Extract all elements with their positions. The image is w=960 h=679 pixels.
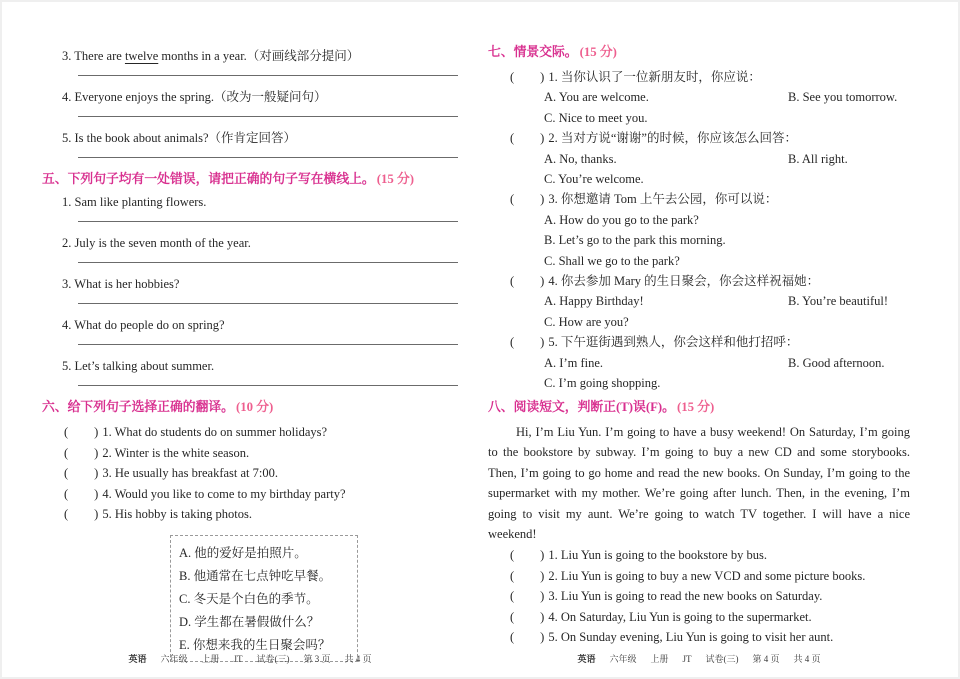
close-paren: ) (540, 609, 545, 624)
page-4 (488, 44, 910, 648)
option-row (544, 291, 910, 311)
question-stem: 4. 你去参加 Mary 的生日聚会，你会这样祝福她： (548, 274, 820, 289)
footer-paper: 试卷(三) (705, 654, 739, 664)
close-paren: ) (540, 274, 545, 289)
section-6-title: 六、给下列句子选择正确的翻译。 (42, 400, 234, 414)
situational-q1 (510, 67, 910, 87)
underlined-word: twelve (124, 49, 159, 63)
situational-q4 (510, 271, 910, 291)
correction-item-5 (42, 358, 458, 386)
item-text: 3. He usually has breakfast at 7:00. (102, 466, 278, 480)
rewrite-item-4 (42, 89, 458, 117)
option-a: A. You are welcome. (544, 90, 649, 105)
footer-volume: 上册 (650, 654, 669, 664)
item-text: 2. Liu Yun is going to buy a new VCD and some picture books. (548, 568, 866, 583)
footer-grade: 六年级 (160, 654, 188, 664)
option-a: A. How do you go to the park? (544, 212, 699, 227)
open-paren: ( (510, 548, 515, 563)
option-row (544, 169, 910, 189)
section-6-score: (10 分) (235, 400, 274, 414)
question-text (62, 130, 458, 146)
option-row (544, 353, 910, 373)
situational-q2 (510, 128, 910, 148)
page-3 (42, 48, 458, 662)
question-stem: 5. 下午逛街遇到熟人，你会这样和他打招呼： (548, 335, 799, 350)
close-paren: ) (540, 548, 545, 563)
reading-passage: Hi, I’m Liu Yun. I’m going to have a busy weekend! On Saturday, I’m going to the bookstore by subway. I’m going to buy a new CD and some storybooks. Then, I’m going to go home and read the new books. On Sunday, I’m going to the supermarket with my mother. We’re going after lunch. Then, in the evening, I’m going to visit my aunt. We’re going to watch TV together. I will have a nice weekend! (488, 424, 910, 542)
tf-item-4 (510, 607, 910, 628)
question-stem: 2. 当对方说“谢谢”的时候，你应该怎么回答： (548, 131, 797, 146)
close-paren: ) (94, 486, 99, 501)
box-option-d: D. 学生都在暑假做什么？ (179, 614, 320, 629)
item-text: 2. Winter is the white season. (102, 445, 250, 460)
tf-item-5 (510, 627, 910, 648)
question-text: 4. What do people do on spring? (62, 318, 225, 332)
correction-item-1 (42, 194, 458, 222)
footer-page-number: 第 4 页 (752, 654, 780, 664)
close-paren: ) (540, 630, 545, 645)
footer-volume: 上册 (201, 654, 220, 664)
open-paren: ( (510, 70, 515, 84)
section-5-title: 五、下列句子均有一处错误，请把正确的句子写在横线上。 (42, 172, 375, 186)
open-paren: ( (64, 425, 69, 439)
section-7-score: (15 分) (579, 45, 617, 59)
question-stem: 1. 当你认识了一位新朋友时，你应说： (548, 70, 761, 84)
options-box (170, 535, 358, 662)
open-paren: ( (510, 609, 515, 624)
option-b: B. You’re beautiful! (788, 294, 888, 309)
answer-line (78, 384, 458, 386)
box-option-b: B. 他通常在七点钟吃早餐。 (179, 568, 332, 583)
section-8-score: (15 分) (676, 399, 715, 414)
question-text: 5. Let’s talking about summer. (62, 359, 215, 373)
tf-item-1 (510, 545, 910, 566)
item-text: 4. On Saturday, Liu Yun is going to the supermarket. (548, 609, 812, 624)
open-paren: ( (510, 192, 515, 207)
rewrite-item-3 (42, 48, 458, 76)
question-text (62, 89, 458, 105)
open-paren: ( (64, 507, 69, 521)
translation-item-4 (64, 484, 458, 505)
footer-grade: 六年级 (609, 654, 637, 664)
open-paren: ( (510, 630, 515, 645)
open-paren: ( (64, 486, 69, 501)
close-paren: ) (94, 425, 99, 439)
correction-item-3 (42, 276, 458, 304)
translation-item-5 (64, 504, 458, 525)
item-text: 4. Would you like to come to my birthday party? (102, 486, 346, 501)
close-paren: ) (94, 466, 99, 480)
translation-item-2 (64, 443, 458, 464)
open-paren: ( (510, 568, 515, 583)
box-option-e: E. 你想来我的生日聚会吗？ (179, 637, 331, 652)
footer-edition: JT (682, 654, 692, 664)
text-pre: 4. Everyone enjoys the spring.（改为一般疑问句） (62, 90, 327, 104)
answer-line (78, 115, 458, 117)
answer-line (78, 343, 458, 345)
close-paren: ) (540, 589, 545, 604)
section-5-heading (42, 171, 458, 188)
option-a: A. Happy Birthday! (544, 294, 644, 309)
answer-line (78, 74, 458, 76)
option-b: B. All right. (788, 151, 848, 166)
item-text: 1. What do students do on summer holidays? (102, 425, 328, 439)
open-paren: ( (510, 335, 515, 350)
box-option-a: A. 他的爱好是拍照片。 (179, 545, 307, 560)
option-a: A. No, thanks. (544, 151, 617, 166)
close-paren: ) (540, 70, 545, 84)
footer-page-total: 共 4 页 (793, 654, 821, 664)
open-paren: ( (510, 589, 515, 604)
option-a: A. I’m fine. (544, 355, 604, 370)
footer-page-total: 共 4 页 (344, 654, 372, 664)
footer-paper: 试卷(三) (256, 654, 290, 664)
item-text: 5. On Sunday evening, Liu Yun is going to visit her aunt. (548, 630, 834, 645)
close-paren: ) (540, 568, 545, 583)
text-pre: 5. Is the book about animals?（作肯定回答） (62, 131, 296, 145)
option-c: C. How are you? (544, 314, 629, 329)
section-6-heading (42, 399, 458, 416)
footer-subject: 英语 (128, 654, 147, 664)
item-text: 1. Liu Yun is going to the bookstore by bus. (548, 548, 767, 563)
footer-page-number: 第 3 页 (303, 654, 331, 664)
item-text: 5. His hobby is taking photos. (102, 507, 253, 521)
section-8-title: 八、阅读短文，判断正(T)误(F)。 (488, 399, 675, 414)
section-7-heading (488, 44, 910, 61)
text-pre: 3. There are (62, 49, 125, 63)
answer-line (78, 156, 458, 158)
tf-item-3 (510, 586, 910, 607)
close-paren: ) (540, 131, 545, 146)
option-row (544, 230, 910, 250)
open-paren: ( (64, 466, 69, 480)
situational-q3 (510, 189, 910, 209)
question-text: 3. What is her hobbies? (62, 277, 180, 291)
open-paren: ( (510, 131, 515, 146)
section-5-score: (15 分) (376, 172, 415, 186)
footer-page-4 (488, 652, 910, 665)
answer-line (78, 261, 458, 263)
option-b: B. See you tomorrow. (788, 90, 898, 105)
answer-line (78, 220, 458, 222)
box-option-c: C. 冬天是个白色的季节。 (179, 591, 319, 606)
text-post: months in a year.（对画线部分提问） (158, 49, 360, 63)
question-stem: 3. 你想邀请 Tom 上午去公园，你可以说： (548, 192, 778, 207)
situational-q5 (510, 332, 910, 352)
footer-subject: 英语 (577, 654, 596, 664)
option-row (544, 108, 910, 128)
section-7-title: 七、情景交际。 (488, 45, 578, 59)
option-b: B. Let’s go to the park this morning. (544, 233, 726, 248)
translation-item-3 (64, 463, 458, 484)
question-text: 2. July is the seven month of the year. (62, 236, 251, 250)
footer-edition: JT (233, 654, 243, 664)
option-b: B. Good afternoon. (788, 355, 885, 370)
open-paren: ( (510, 274, 515, 289)
option-c: C. Nice to meet you. (544, 110, 648, 125)
option-row (544, 373, 910, 393)
close-paren: ) (540, 192, 545, 207)
close-paren: ) (540, 335, 545, 350)
question-text: 1. Sam like planting flowers. (62, 195, 207, 209)
close-paren: ) (94, 445, 99, 460)
close-paren: ) (94, 507, 99, 521)
option-row (544, 251, 910, 271)
open-paren: ( (64, 445, 69, 460)
translation-item-1 (64, 422, 458, 443)
question-text (62, 48, 458, 64)
option-row (544, 149, 910, 169)
option-row (544, 312, 910, 332)
option-c: C. I’m going shopping. (544, 376, 661, 391)
correction-item-2 (42, 235, 458, 263)
answer-line (78, 302, 458, 304)
item-text: 3. Liu Yun is going to read the new books on Saturday. (548, 589, 823, 604)
option-c: C. Shall we go to the park? (544, 253, 680, 268)
rewrite-item-5 (42, 130, 458, 158)
option-c: C. You’re welcome. (544, 172, 644, 187)
footer-page-3 (42, 652, 458, 665)
section-8-heading (488, 399, 910, 416)
option-row (544, 87, 910, 107)
tf-item-2 (510, 566, 910, 587)
correction-item-4 (42, 317, 458, 345)
option-row (544, 210, 910, 230)
